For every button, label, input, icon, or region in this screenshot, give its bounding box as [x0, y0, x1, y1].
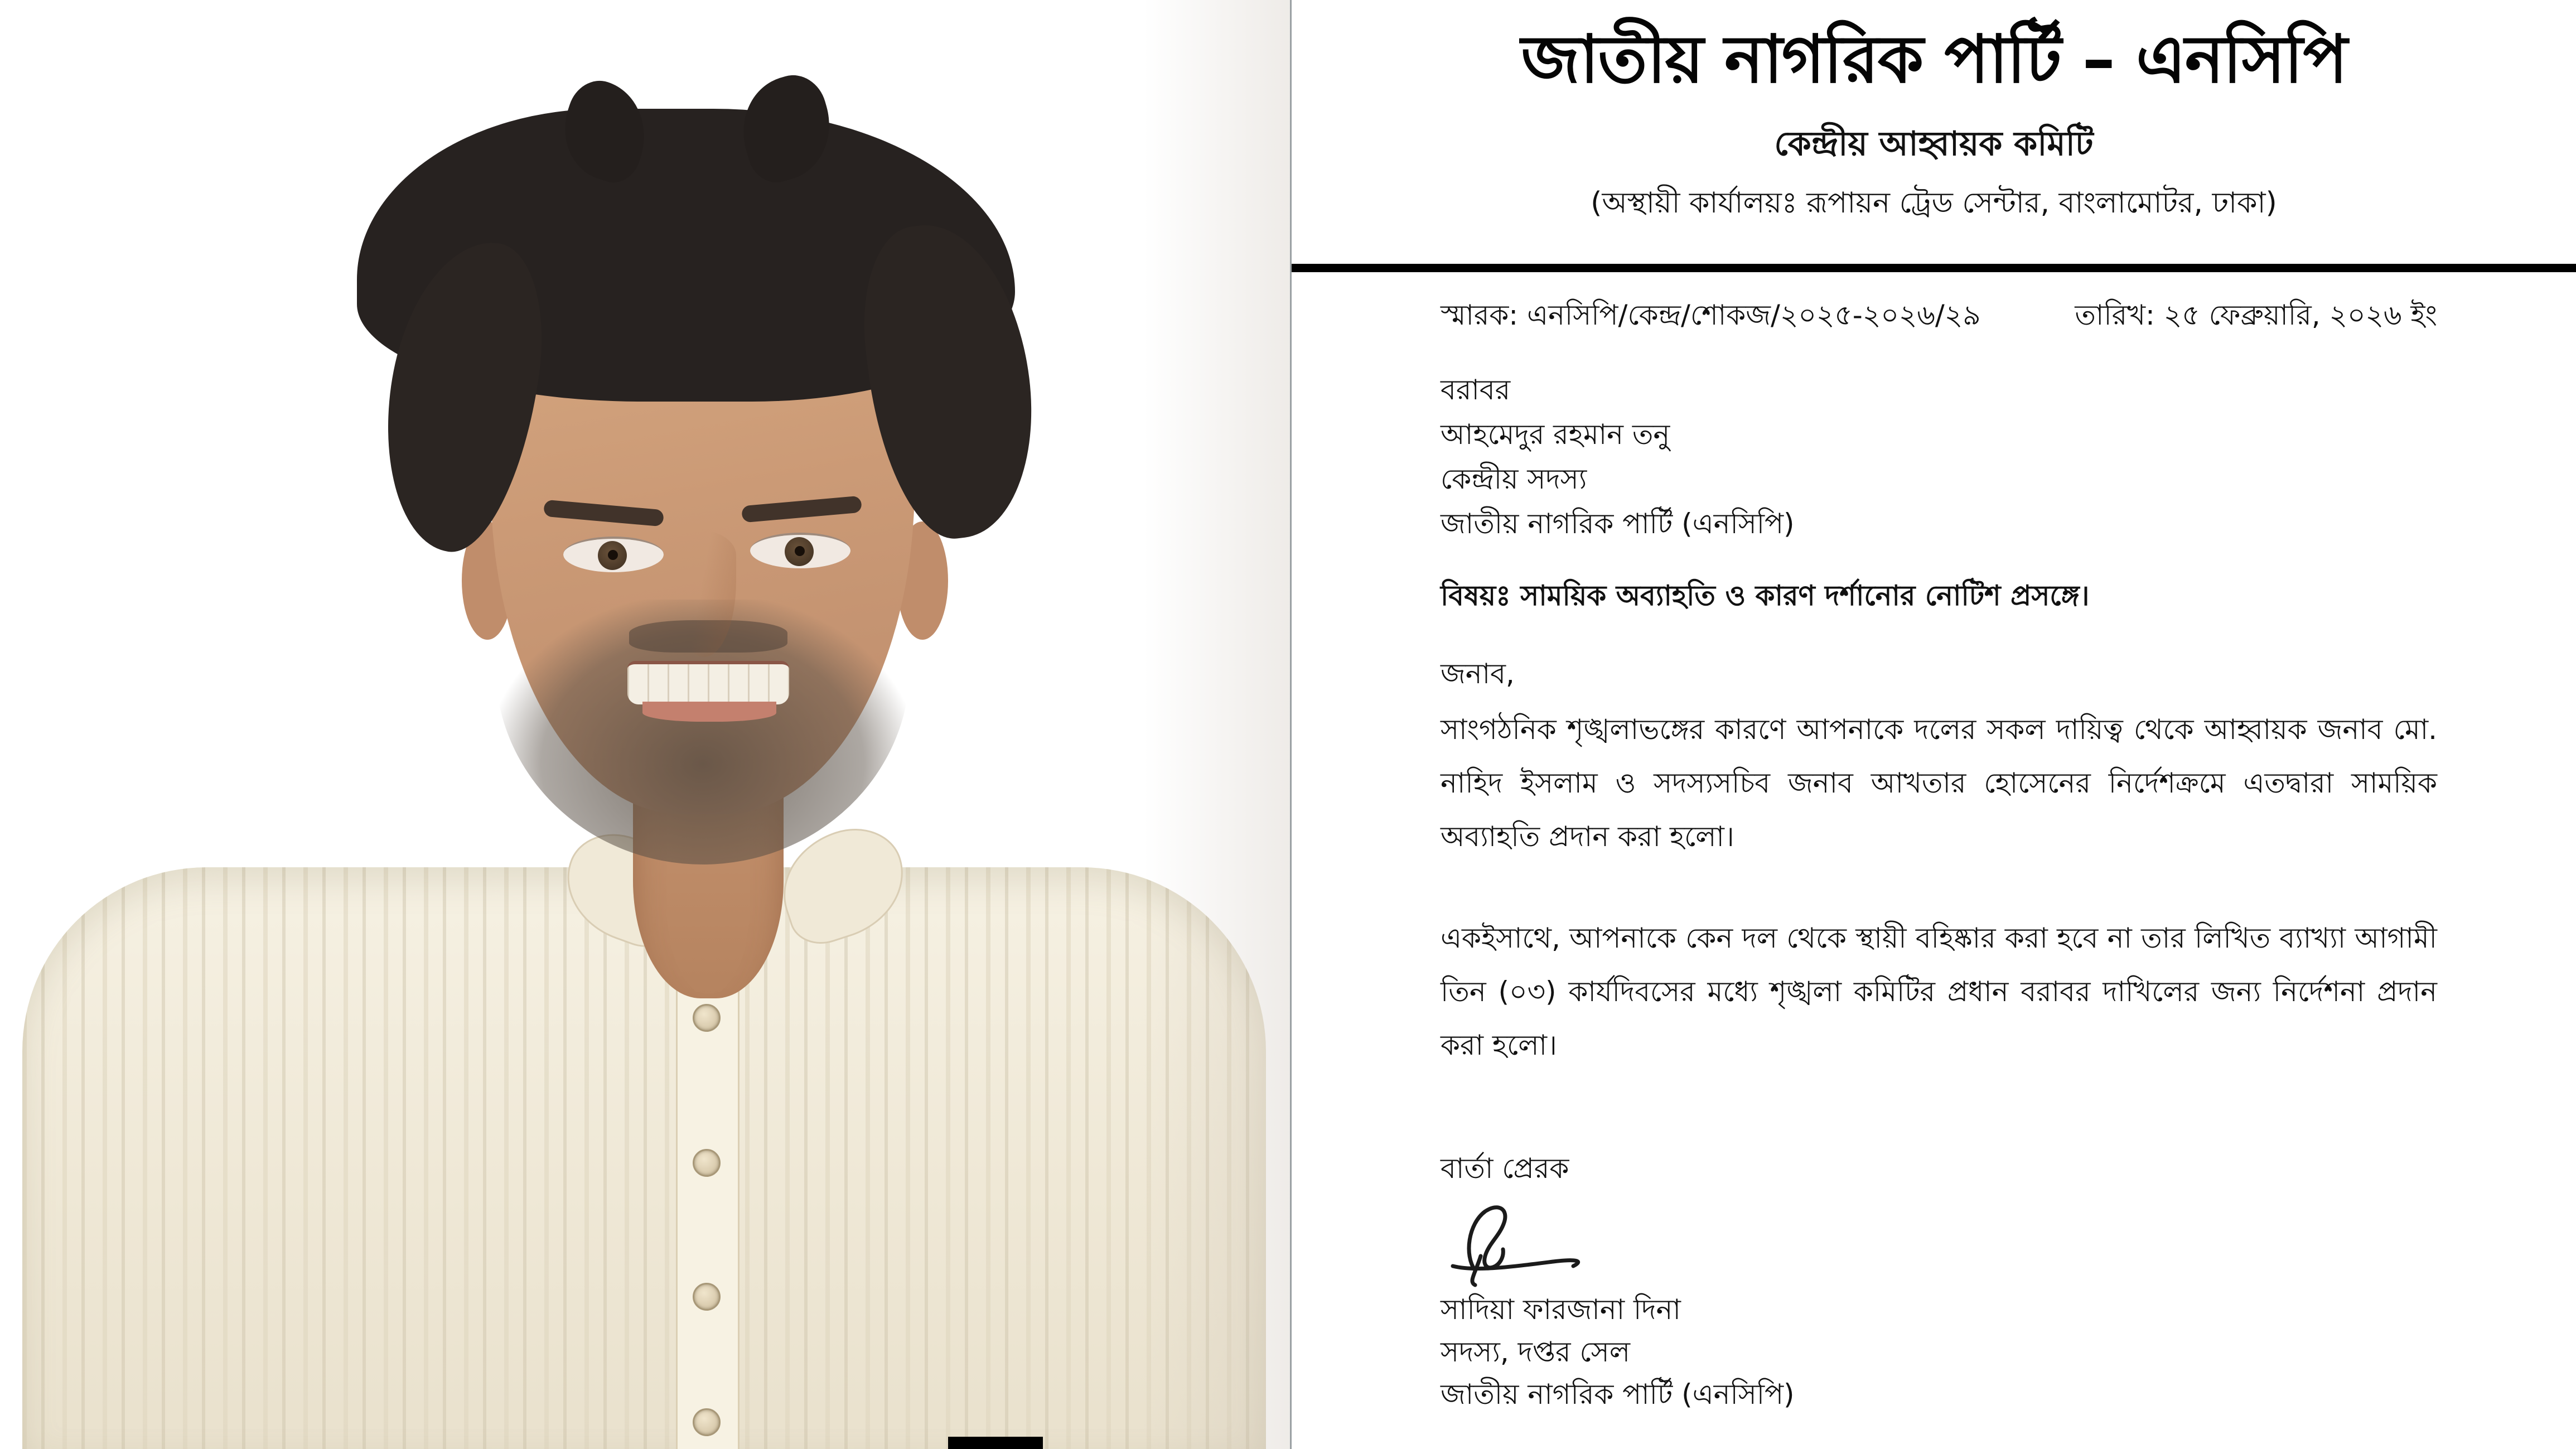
addressee-role: কেন্দ্রীয় সদস্য	[1441, 463, 1587, 496]
button-placket	[676, 988, 740, 1449]
shirt-button	[693, 1149, 721, 1177]
signature	[1441, 1192, 2437, 1288]
org-title: জাতীয় নাগরিক পার্টি – এনসিপি	[1521, 21, 2347, 98]
memo-number: স্মারক: এনসিপি/কেন্দ্র/শোকজ/২০২৫-২০২৬/২৯	[1441, 298, 1981, 331]
shirt-button	[693, 1004, 721, 1032]
letter-page	[1290, 0, 2576, 1449]
committee-line: কেন্দ্রীয় আহ্বায়ক কমিটি	[1774, 124, 2094, 163]
sender-label: বার্তা প্রেরক	[1441, 1152, 1569, 1185]
subject-label: বিষয়ঃ	[1441, 579, 1511, 612]
left-eye	[563, 537, 664, 572]
body-paragraph-1: সাংগঠনিক শৃঙ্খলাভঙ্গের কারণে আপনাকে দলের সকল দায়িত্ব থেকে আহ্বায়ক জনাব মো. নাহিদ ইসলাম ও সদস্যসচিব জনাব আখতার হোসেনের নির্দেশক্রমে এতদ্বারা সাময়িক অব্যাহতি প্রদান করা হলো।	[1441, 713, 2437, 853]
salutation: জনাব,	[1441, 657, 1515, 690]
signer-org: জাতীয় নাগরিক পার্টি (এনসিপি)	[1441, 1378, 1795, 1411]
subject-line	[1441, 577, 2437, 615]
right-pupil	[795, 546, 805, 556]
header-rule	[1292, 264, 2576, 272]
photo-edge-shade	[1143, 0, 1290, 1449]
shirt-button	[693, 1408, 721, 1436]
addressee-block	[1441, 368, 2437, 546]
office-address-line: (অস্থায়ী কার্যালয়ঃ রূপায়ন ট্রেড সেন্টার, বাংলামোটর, ঢাকা)	[1591, 186, 2277, 220]
memo-row	[1441, 297, 2437, 335]
letter-body	[1292, 297, 2576, 1416]
body-paragraph-2: একইসাথে, আপনাকে কেন দল থেকে স্থায়ী বহিষ্কার করা হবে না তার লিখিত ব্যাখ্যা আগামী তিন (০৩) কার্যদিবসের মধ্যে শৃঙ্খলা কমিটির প্রধান বরাবর দাখিলের জন্য নির্দেশনা প্রদান করা হলো।	[1441, 922, 2437, 1062]
to-label: বরাবর	[1441, 374, 1511, 407]
black-redaction-bar	[948, 1437, 1043, 1449]
left-iris	[598, 541, 627, 570]
letter-date: তারিখ: ২৫ ফেব্রুয়ারি, ২০২৬ ইং	[2075, 298, 2437, 331]
right-iris	[785, 537, 814, 566]
signer-role: সদস্য, দপ্তর সেল	[1441, 1335, 1630, 1368]
signer-block	[1441, 1288, 2437, 1416]
signature-scribble	[1441, 1192, 1675, 1288]
lower-lip	[642, 702, 776, 722]
addressee-org: জাতীয় নাগরিক পার্টি (এনসিপি)	[1441, 508, 1795, 540]
shirt-button	[693, 1283, 721, 1311]
left-pupil	[608, 550, 618, 560]
smiling-teeth	[627, 661, 789, 704]
signer-name: সাদিয়া ফারজানা দিনা	[1441, 1293, 1681, 1326]
addressee-name: আহমেদুর রহমান তনু	[1441, 418, 1670, 451]
subject-text: সাময়িক অব্যাহতি ও কারণ দর্শানোর নোটিশ প্রসঙ্গে।	[1520, 579, 2090, 612]
kurta-shirt	[22, 867, 1266, 1449]
letter-header	[1292, 20, 2576, 221]
right-eye	[750, 533, 850, 568]
